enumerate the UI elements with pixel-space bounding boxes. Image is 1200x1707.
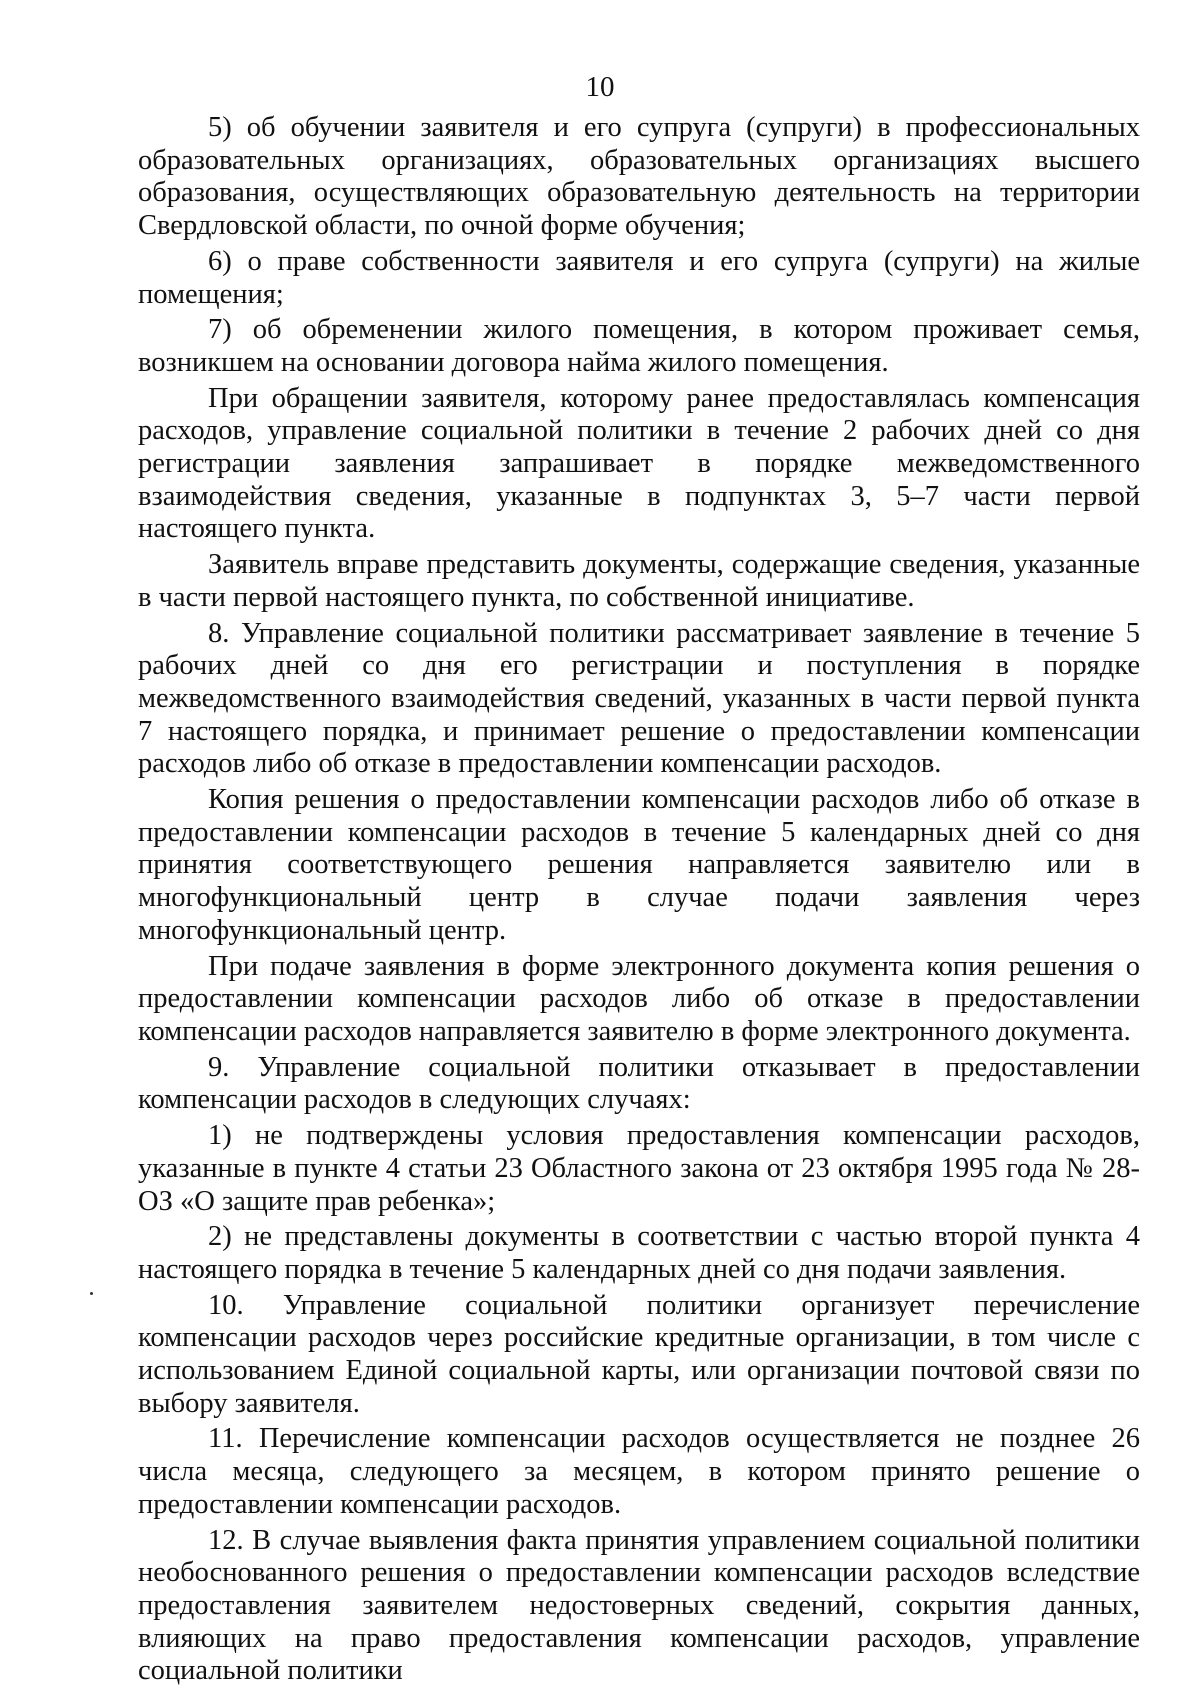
paragraph-item-5: 5) об обучении заявителя и его супруга (супруги) в профессиональных образовательных организациях, образовательных организациях высшего образования, осуществляющих образовательную деятельность на территории Свердловской области, по очной форме обучения;	[138, 112, 1140, 242]
paragraph-repeat-request: При обращении заявителя, которому ранее предоставлялась компенсация расходов, управление социальной политики в течение 2 рабочих дней со дня регистрации заявления запрашивает в порядке межведомственного взаимодействия сведения, указанные в подпунктах 3, 5–7 части первой настоящего пункта.	[138, 382, 1140, 545]
paragraph-point-8: 8. Управление социальной политики рассматривает заявление в течение 5 рабочих дней со дня его регистрации и поступления в порядке межведомственного взаимодействия сведений, указанных в части первой пункта 7 настоящего порядка, и принимает решение о предоставлении компенсации расходов либо об отказе в предоставлении компенсации расходов.	[138, 617, 1140, 780]
document-body	[138, 112, 1140, 1691]
paragraph-point-9: 9. Управление социальной политики отказывает в предоставлении компенсации расходов в следующих случаях:	[138, 1051, 1140, 1116]
paragraph-refusal-2: 2) не представлены документы в соответствии с частью второй пункта 4 настоящего порядка в течение 5 календарных дней со дня подачи заявления.	[138, 1221, 1140, 1285]
scan-speck	[90, 1292, 93, 1295]
paragraph-electronic-copy: При подаче заявления в форме электронного документа копия решения о предоставлении компенсации расходов либо об отказе в предоставлении компенсации расходов направляется заявителю в форме электронного документа.	[138, 950, 1140, 1047]
paragraph-point-10: 10. Управление социальной политики организует перечисление компенсации расходов через российские кредитные организации, в том числе с использованием Единой социальной карты, или организации почтовой связи по выбору заявителя.	[138, 1289, 1140, 1419]
page-number: 10	[585, 71, 615, 103]
paragraph-item-7: 7) об обременении жилого помещения, в котором проживает семья, возникшем на основании договора найма жилого помещения.	[138, 314, 1140, 378]
paragraph-point-12: 12. В случае выявления факта принятия управлением социальной политики необоснованного решения о предоставлении компенсации расходов вследствие предоставления заявителем недостоверных сведений, сокрытия данных, влияющих на право предоставления компенсации расходов, управление социальной политики	[138, 1524, 1140, 1687]
paragraph-decision-copy: Копия решения о предоставлении компенсации расходов либо об отказе в предоставлении компенсации расходов в течение 5 календарных дней со дня принятия соответствующего решения направляется заявителю или в многофункциональный центр в случае подачи заявления через многофункциональный центр.	[138, 784, 1140, 946]
paragraph-item-6: 6) о праве собственности заявителя и его супруга (супруги) на жилые помещения;	[138, 245, 1140, 310]
paragraph-point-11: 11. Перечисление компенсации расходов осуществляется не позднее 26 числа месяца, следующего за месяцем, в котором принято решение о предоставлении компенсации расходов.	[138, 1423, 1140, 1520]
paragraph-refusal-1: 1) не подтверждены условия предоставления компенсации расходов, указанные в пункте 4 статьи 23 Областного закона от 23 октября 1995 года № 28-ОЗ «О защите прав ребенка»;	[138, 1120, 1140, 1217]
paragraph-own-initiative: Заявитель вправе представить документы, содержащие сведения, указанные в части первой настоящего пункта, по собственной инициативе.	[138, 549, 1140, 613]
